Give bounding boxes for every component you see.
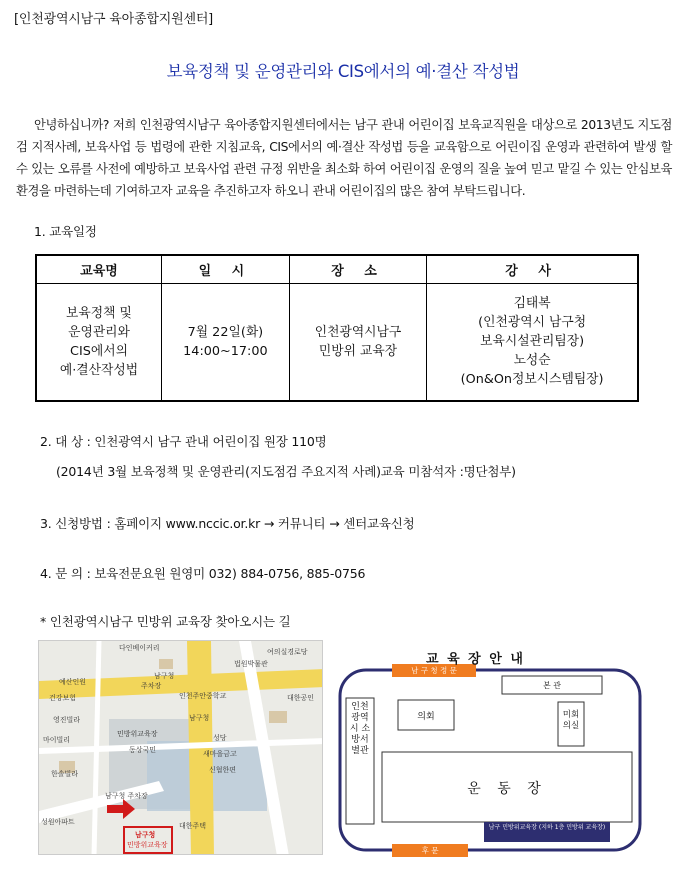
name-line: 예·결산작성법 (59, 362, 139, 378)
playground-label: 운 동 장 (467, 781, 547, 797)
map-target-label: 남구청 (135, 831, 156, 839)
intro-paragraph: 안녕하십니까? 저희 인천광역시남구 육아종합지원센터에서는 남구 관내 어린이집 보육교직원을 대상으로 2013년도 지도점검 지적사례, 보육사업 등 법령에 관한 지침교육, CIS에서의 예·결산 작성법 등을 교육함으로 어린이집 운영과 관련하여 발생 할 수 있는 오류를 사전에 예방하고 보육사업 관련 규정 위반을 최소화 하여 어린이집 운영의 질을 높여 믿고 맡길 수 있는 안심보육환경을 마련하는데 기여하고자 교육을 추진하고자 하오니 관내 어린이집의 많은 참여 부탁드립니다. (16, 118, 672, 198)
main-gate-label: 남 구 청 정 문 (411, 666, 457, 675)
map-label: 한솔빌라 (51, 770, 79, 778)
main-building-label: 본 관 (543, 681, 561, 690)
map-label: 성당 (213, 734, 227, 742)
lecturer-line: 노성순 (513, 353, 551, 369)
map-label: 인천주안중학교 (179, 692, 227, 700)
map-label: 다인베이커리 (119, 644, 160, 652)
schedule-row (36, 283, 638, 401)
venue-guide (332, 640, 648, 858)
schedule-heading: 1. 교육일정 (34, 224, 97, 239)
name-line: CIS에서의 (70, 343, 128, 359)
map-label: 예산인원 (59, 678, 87, 686)
map-label: 대한공인 (287, 694, 315, 702)
map-label: 신협한편 (209, 766, 237, 774)
map-target-label: 민방위교육장 (127, 841, 168, 849)
fire-annex-label: 인천광역시 소방서별관 (349, 702, 371, 756)
guide-title: 교 육 장 안 내 (426, 652, 525, 667)
lecturer-line: (인천광역시 남구청 (478, 315, 587, 331)
name-line: 운영관리와 (68, 324, 130, 340)
header-lecturer: 강 사 (427, 255, 638, 283)
map-label: 주차장 (141, 682, 162, 690)
header-name: 교육명 (36, 255, 162, 283)
map-label: 여의실경로당 (267, 648, 308, 656)
map-label: 남구청 주차장 (105, 792, 148, 800)
target-note: (2014년 3월 보육정책 및 운영관리(지도점검 주요지적 사례)교육 미참석자 :명단첨부) (56, 464, 516, 479)
time-line: 14:00~17:00 (183, 343, 268, 359)
lecturer-line: (On&On정보시스템팀장) (460, 372, 604, 388)
schedule-header-row (36, 255, 638, 283)
date-line: 7월 22일(화) (187, 324, 264, 340)
civil-defense-hall-label: 남구 민방위교육장 (지하 1층 민방위 교육장) (488, 824, 606, 831)
map-label: 새마을금고 (203, 750, 237, 758)
apply-line: 3. 신청방법 : 홈페이지 www.nccic.or.kr → 커뮤니티 → 센터교육신청 (40, 516, 415, 531)
map-label: 동상국민 (129, 746, 157, 754)
target-line: 2. 대 상 : 인천광역시 남구 관내 어린이집 원장 110명 (40, 434, 327, 449)
lecturer-line: 보육시설관리팀장) (480, 334, 585, 350)
map-label: 영진빌라 (53, 716, 81, 724)
page-title: 보육정책 및 운영관리와 CIS에서의 예·결산 작성법 (166, 62, 520, 81)
place-line: 인천광역시남구 (314, 324, 402, 340)
lecturer-line: 김태복 (513, 296, 551, 312)
meeting-room-label: 미회 의실 (562, 710, 580, 731)
council-label: 의회 (417, 712, 435, 722)
cell-date (162, 283, 290, 401)
header-date: 일 시 (162, 255, 290, 283)
directions-heading: * 인천광역시남구 민방위 교육장 찾아오시는 길 (40, 614, 291, 629)
back-gate-label: 후 문 (421, 846, 439, 855)
header-place: 장 소 (289, 255, 426, 283)
map-label: 성원아파트 (41, 818, 75, 826)
map-label: 건강보험 (49, 694, 77, 702)
map-label: 민방위교육장 (117, 730, 158, 738)
cell-name (36, 283, 162, 401)
location-map (38, 640, 323, 855)
org-tag: [인천광역시남구 육아종합지원센터] (14, 12, 214, 27)
map-label: 대한주택 (179, 822, 207, 830)
map-label: 법원박물관 (234, 660, 268, 668)
map-label: 마이빌리 (43, 736, 71, 744)
name-line: 보육정책 및 (66, 305, 132, 321)
place-line: 민방위 교육장 (318, 343, 398, 359)
cell-place (289, 283, 426, 401)
schedule-table (35, 254, 639, 402)
cell-lecturer (427, 283, 638, 401)
contact-line: 4. 문 의 : 보육전문요원 원영미 032) 884-0756, 885-0756 (40, 566, 366, 581)
map-label: 남구청 (154, 672, 175, 680)
map-label: 남구청 (189, 714, 210, 722)
